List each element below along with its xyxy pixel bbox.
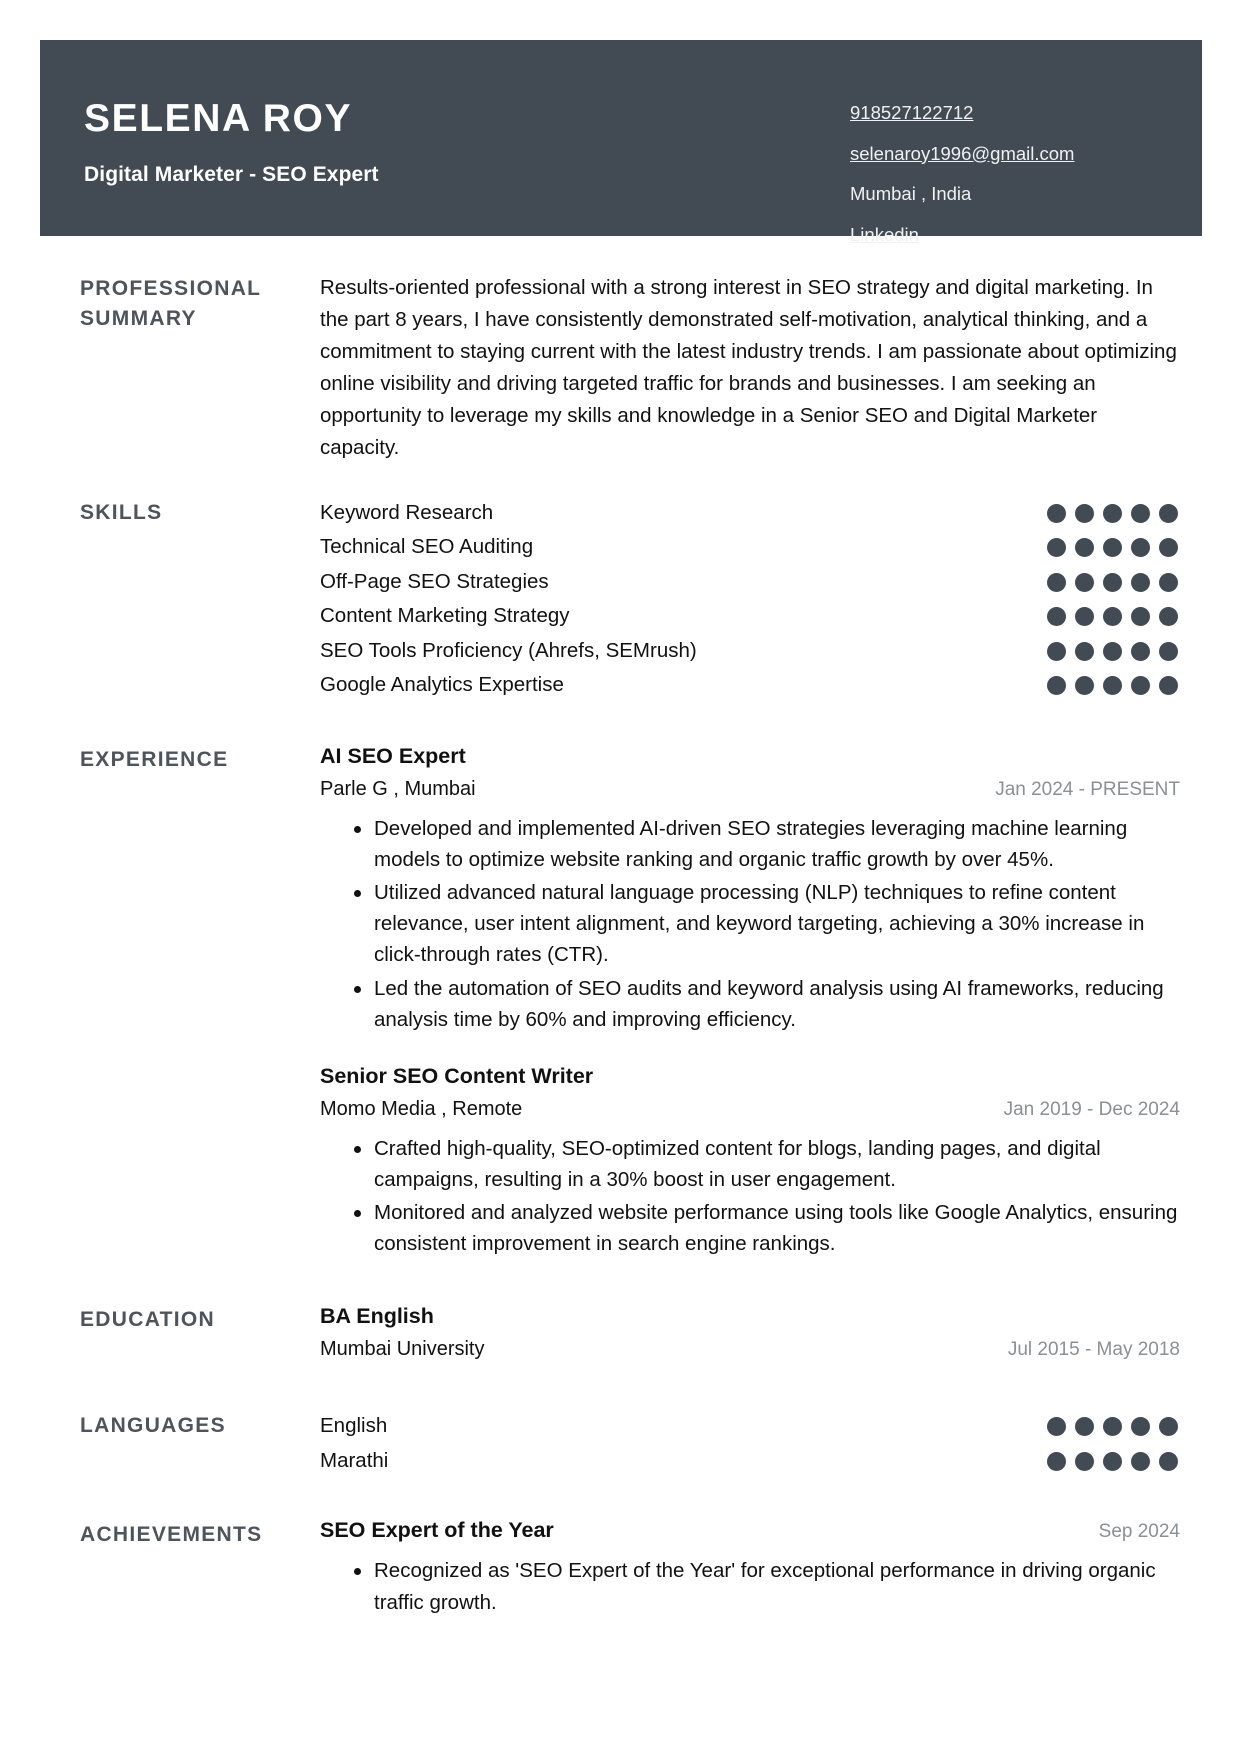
rating-dot-filled [1075,573,1094,592]
section-label-education: EDUCATION [80,1308,215,1332]
experience-bullets [320,813,1180,1035]
rating-row [320,1444,1180,1479]
rating-dot-filled [1047,676,1066,695]
rating-dot-filled [1131,607,1150,626]
rating-dot-filled [1103,642,1122,661]
rating-dot-filled [1159,676,1178,695]
languages-list [320,1409,1180,1478]
rating-dot-filled [1131,504,1150,523]
bullet-item: Monitored and analyzed website performance using tools like Google Analytics, ensuring consistent improvement in search engine rankings. [354,1197,1180,1259]
rating-dot-filled [1075,1417,1094,1436]
experience-entry [320,743,1180,1035]
section-languages [80,1371,1180,1478]
rating-dot-filled [1103,607,1122,626]
education-degree: BA English [320,1304,434,1329]
rating-dot-filled [1103,504,1122,523]
rating-row [320,634,1180,669]
experience-role: Senior SEO Content Writer [320,1063,594,1088]
achievement-entry [320,1518,1180,1617]
section-label-skills: SKILLS [80,500,163,524]
rating-dots [1047,504,1180,523]
education-institution: Mumbai University [320,1338,485,1361]
rating-dot-filled [1047,1417,1066,1436]
contact-linkedin-link[interactable]: Linkedin [850,223,919,245]
rating-dot-filled [1075,676,1094,695]
candidate-job-title: Digital Marketer - SEO Expert [84,162,379,186]
rating-dots [1047,1452,1180,1471]
section-skills [80,464,1180,703]
rating-dot-filled [1131,1452,1150,1471]
experience-dates: Jan 2024 - PRESENT [995,778,1180,800]
summary-body [320,272,1180,464]
resume-header [40,40,1202,245]
rating-dot-filled [1159,504,1178,523]
section-label-summary: PROFESSIONAL SUMMARY [80,277,262,331]
experience-dates: Jan 2019 - Dec 2024 [1003,1098,1180,1120]
rating-row [320,496,1180,531]
rating-dot-filled [1075,1452,1094,1471]
education-meta [320,1338,1180,1361]
rating-dot-filled [1075,642,1094,661]
section-education [80,1269,1180,1371]
section-achievements [80,1478,1180,1619]
achievement-date: Sep 2024 [1098,1521,1180,1543]
rating-dot-filled [1103,538,1122,557]
bullet-item: Led the automation of SEO audits and keyword analysis using AI frameworks, reducing analysis time by 60% and improving efficiency. [354,973,1180,1035]
rating-dot-filled [1159,642,1178,661]
rating-dot-filled [1047,1452,1066,1471]
rating-dot-filled [1103,1417,1122,1436]
rating-label: Content Marketing Strategy [320,604,570,628]
rating-dots [1047,607,1180,626]
experience-bullets [320,1133,1180,1260]
section-professional-summary [80,236,1180,464]
rating-dot-filled [1159,538,1178,557]
rating-dot-filled [1159,607,1178,626]
rating-dot-filled [1075,504,1094,523]
rating-dot-filled [1047,538,1066,557]
achievements-list [320,1518,1180,1619]
rating-label: Marathi [320,1448,389,1472]
rating-dots [1047,1417,1180,1436]
rating-label: SEO Tools Proficiency (Ahrefs, SEMrush) [320,638,697,662]
contact-location: Mumbai , India [850,183,972,204]
rating-dot-filled [1131,538,1150,557]
rating-dot-filled [1131,676,1150,695]
rating-dot-filled [1103,676,1122,695]
experience-company: Momo Media , Remote [320,1097,523,1120]
rating-dot-filled [1131,1417,1150,1436]
summary-text: Results-oriented professional with a strong interest in SEO strategy and digital marketing. In the part 8 years, I have consistently demonstrated self-motivation, analytical thinking, and a commitment to staying current with the latest industry trends. I am passionate about optimizing online visibility and driving targeted traffic for brands and businesses. I am seeking an opportunity to leverage my skills and knowledge in a Senior SEO and Digital Marketer capacity. [320,276,1177,459]
rating-row [320,565,1180,600]
rating-dot-filled [1075,538,1094,557]
rating-dots [1047,538,1180,557]
education-dates: Jul 2015 - May 2018 [1007,1339,1180,1361]
bullet-item: Developed and implemented AI-driven SEO strategies leveraging machine learning models to optimize website ranking and organic traffic growth by over 45%. [354,813,1180,875]
rating-dots [1047,642,1180,661]
rating-dot-filled [1159,1417,1178,1436]
section-label-achievements: ACHIEVEMENTS [80,1523,263,1547]
rating-dot-filled [1103,1452,1122,1471]
rating-label: Keyword Research [320,500,494,524]
rating-dot-filled [1047,642,1066,661]
experience-company: Parle G , Mumbai [320,777,476,800]
experience-role: AI SEO Expert [320,743,466,768]
rating-dot-filled [1131,642,1150,661]
rating-row [320,599,1180,634]
experience-meta [320,778,1180,801]
rating-dot-filled [1075,607,1094,626]
rating-label: Off-Page SEO Strategies [320,569,549,593]
experience-entry [320,1063,1180,1260]
rating-row [320,668,1180,703]
achievement-title: SEO Expert of the Year [320,1518,554,1543]
candidate-name: SELENA ROY [84,97,353,140]
rating-dot-filled [1047,607,1066,626]
section-label-languages: LANGUAGES [80,1414,226,1438]
rating-row [320,1409,1180,1444]
contact-block [850,84,1150,244]
header-identity [84,84,379,187]
experience-list [320,743,1180,1270]
education-entry [320,1303,1180,1361]
rating-row [320,530,1180,565]
contact-email[interactable]: selenaroy1996@gmail.com [850,142,1075,164]
contact-phone[interactable]: 918527122712 [850,102,974,123]
section-label-experience: EXPERIENCE [80,747,229,771]
section-experience [80,703,1180,1270]
rating-dots [1047,573,1180,592]
experience-meta [320,1098,1180,1121]
rating-dots [1047,676,1180,695]
bullet-item: Utilized advanced natural language processing (NLP) techniques to refine content relevance, user intent alignment, and keyword targeting, achieving a 30% increase in click-through rates (CTR). [354,877,1180,970]
rating-dot-filled [1047,504,1066,523]
rating-dot-filled [1131,573,1150,592]
resume-body [40,236,1202,1620]
bullet-item: Recognized as 'SEO Expert of the Year' for exceptional performance in driving organic traffic growth. [354,1555,1180,1617]
bullet-item: Crafted high-quality, SEO-optimized content for blogs, landing pages, and digital campaigns, resulting in a 30% boost in user engagement. [354,1133,1180,1195]
rating-label: Technical SEO Auditing [320,535,534,559]
rating-dot-filled [1159,1452,1178,1471]
rating-label: English [320,1414,388,1438]
rating-label: Google Analytics Expertise [320,673,564,697]
skills-list [320,496,1180,703]
rating-dot-filled [1047,573,1066,592]
rating-dot-filled [1159,573,1178,592]
achievement-head [320,1518,1180,1543]
achievement-bullets [320,1555,1180,1617]
education-list [320,1303,1180,1371]
rating-dot-filled [1103,573,1122,592]
